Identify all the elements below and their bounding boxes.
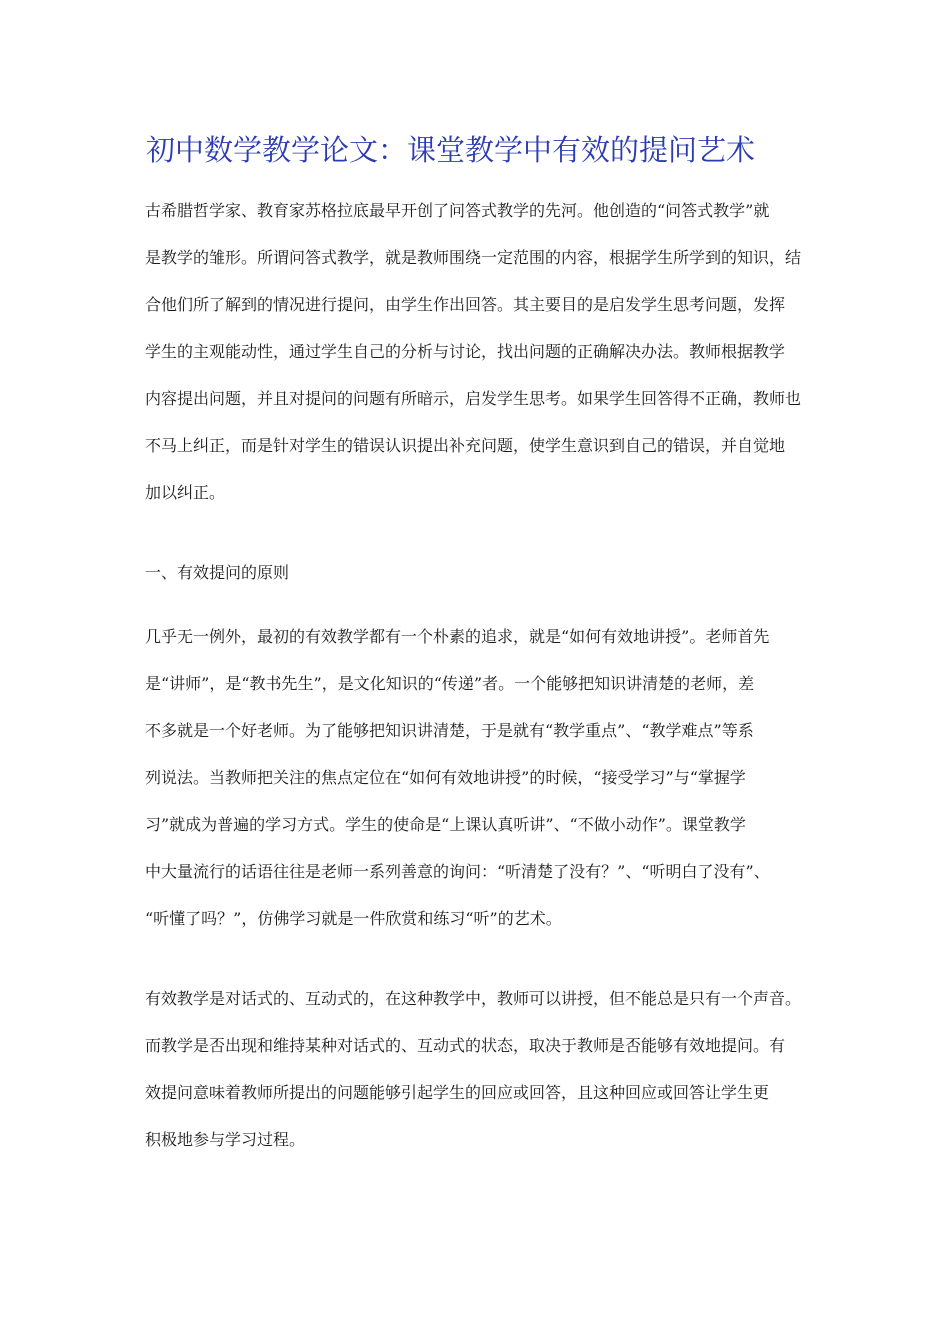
paragraph-2-line: 中大量流行的话语往往是老师一系列善意的询问：“听清楚了没有？”、“听明白了没有”、 <box>145 862 770 881</box>
paragraph-1-line: 内容提出问题，并且对提问的问题有所暗示，启发学生思考。如果学生回答得不正确，教师也 <box>145 389 802 408</box>
paragraph-3-line: 而教学是否出现和维持某种对话式的、互动式的状态，取决于教师是否能够有效地提问。有 <box>145 1036 786 1055</box>
paragraph-2-line: 列说法。当教师把关注的焦点定位在“如何有效地讲授”的时候，“接受学习”与“掌握学 <box>145 768 746 787</box>
paragraph-3-line: 积极地参与学习过程。 <box>145 1130 306 1149</box>
paragraph-1-line: 合他们所了解到的情况进行提问，由学生作出回答。其主要目的是启发学生思考问题，发挥 <box>145 295 786 314</box>
paragraph-2-line: 不多就是一个好老师。为了能够把知识讲清楚，于是就有“教学重点”、“教学难点”等系 <box>145 721 754 740</box>
paragraph-2-line: 几乎无一例外，最初的有效教学都有一个朴素的追求，就是“如何有效地讲授”。老师首先 <box>145 627 770 646</box>
section-heading: 一、有效提问的原则 <box>145 563 290 582</box>
document-title: 初中数学教学论文：课堂教学中有效的提问艺术 <box>146 133 756 167</box>
paragraph-1-line: 加以纠正。 <box>145 483 226 502</box>
paragraph-3-line: 效提问意味着教师所提出的问题能够引起学生的回应或回答，且这种回应或回答让学生更 <box>145 1083 770 1102</box>
paragraph-2-line: “听懂了吗？”，仿佛学习就是一件欣赏和练习“听”的艺术。 <box>145 909 562 928</box>
paragraph-1-line: 不马上纠正，而是针对学生的错误认识提出补充问题，使学生意识到自己的错误，并自觉地 <box>145 436 786 455</box>
paragraph-1-line: 学生的主观能动性，通过学生自己的分析与讨论，找出问题的正确解决办法。教师根据教学 <box>145 342 786 361</box>
paragraph-2-line: 是“讲师”，是“教书先生”，是文化知识的“传递”者。一个能够把知识讲清楚的老师，差 <box>145 674 755 693</box>
paragraph-1-line: 古希腊哲学家、教育家苏格拉底最早开创了问答式教学的先河。他创造的“问答式教学”就 <box>145 201 770 220</box>
paragraph-2-line: 习”就成为普遍的学习方式。学生的使命是“上课认真听讲”、“不做小动作”。课堂教学 <box>145 815 746 834</box>
paragraph-3-line: 有效教学是对话式的、互动式的，在这种教学中，教师可以讲授，但不能总是只有一个声音。 <box>145 989 802 1008</box>
paragraph-1-line: 是教学的雏形。所谓问答式教学，就是教师围绕一定范围的内容，根据学生所学到的知识，结 <box>145 248 802 267</box>
